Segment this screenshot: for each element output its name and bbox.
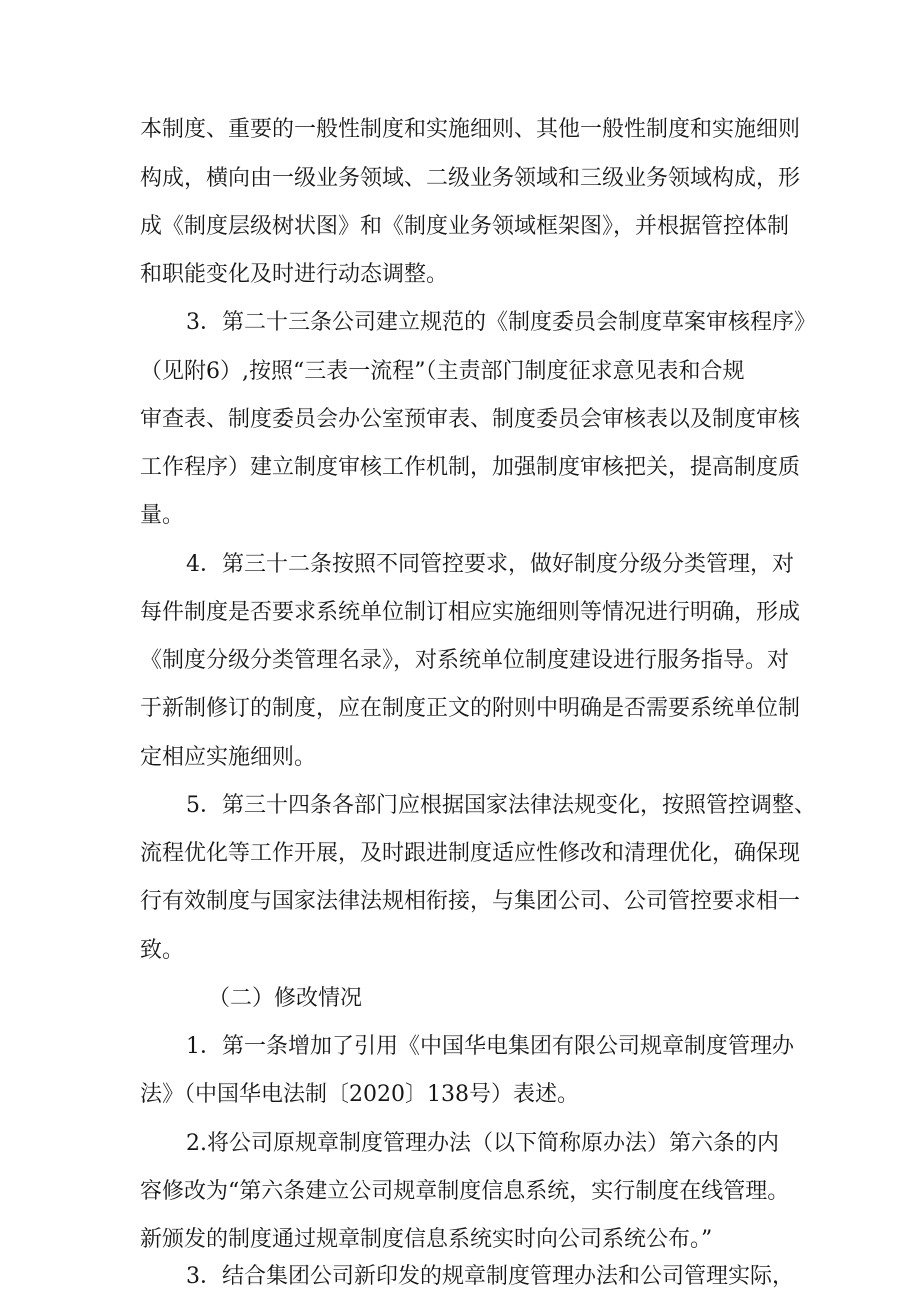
text-line: 每件制度是否要求系统单位制订相应实施细则等情况进行明确，形成: [140, 600, 801, 625]
text-line: 成《制度层级树状图》和《制度业务领域框架图》，并根据管控体制: [140, 214, 790, 239]
text-line: 流程优化等工作开展，及时跟进制度适应性修改和清理优化，确保现: [140, 841, 801, 866]
section-heading: （二）修改情况: [208, 986, 363, 1011]
text-line: （见附6）,按照“三表一流程”（主责部门制度征求意见表和合规: [140, 359, 745, 384]
paragraph-3-start: 3．第二十三条公司建立规范的《制度委员会制度草案审核程序》: [186, 310, 816, 335]
text-line: 行有效制度与国家法律法规相衔接，与集团公司、公司管控要求相一: [140, 889, 801, 914]
text-line: 工作程序）建立制度审核工作机制，加强制度审核把关，提高制度质: [140, 455, 801, 480]
text-line: 《制度分级分类管理名录》，对系统单位制度建设进行服务指导。对: [140, 648, 790, 673]
text-line: 审查表、制度委员会办公室预审表、制度委员会审核表以及制度审核: [140, 407, 801, 432]
text-line: 量。: [140, 503, 185, 528]
text-line: 容修改为“第六条建立公司规章制度信息系统，实行制度在线管理。: [140, 1179, 790, 1204]
text-line: 和职能变化及时进行动态调整。: [140, 262, 449, 287]
paragraph-5-start: 5．第三十四条各部门应根据国家法律法规变化，按照管控调整、: [186, 793, 816, 818]
text-line: 致。: [140, 938, 185, 963]
text-line: 法》（中国华电法制〔2020〕138号）表述。: [140, 1082, 579, 1107]
text-line: 于新制修订的制度，应在制度正文的附则中明确是否需要系统单位制: [140, 696, 801, 721]
item-1-start: 1．第一条增加了引用《中国华电集团有限公司规章制度管理办: [186, 1034, 794, 1059]
text-line: 构成，横向由一级业务领域、二级业务领域和三级业务领域构成，形: [140, 166, 801, 191]
paragraph-4-start: 4．第三十二条按照不同管控要求，做好制度分级分类管理，对: [186, 552, 794, 577]
text-line: 定相应实施细则。: [140, 745, 317, 770]
text-line: 新颁发的制度通过规章制度信息系统实时向公司系统公布。”: [140, 1227, 713, 1252]
text-line: 本制度、重要的一般性制度和实施细则、其他一般性制度和实施细则: [140, 117, 801, 142]
item-3-start: 3．结合集团公司新印发的规章制度管理办法和公司管理实际，: [186, 1264, 794, 1289]
item-2-start: 2.将公司原规章制度管理办法（以下简称原办法）第六条的内: [186, 1131, 779, 1156]
